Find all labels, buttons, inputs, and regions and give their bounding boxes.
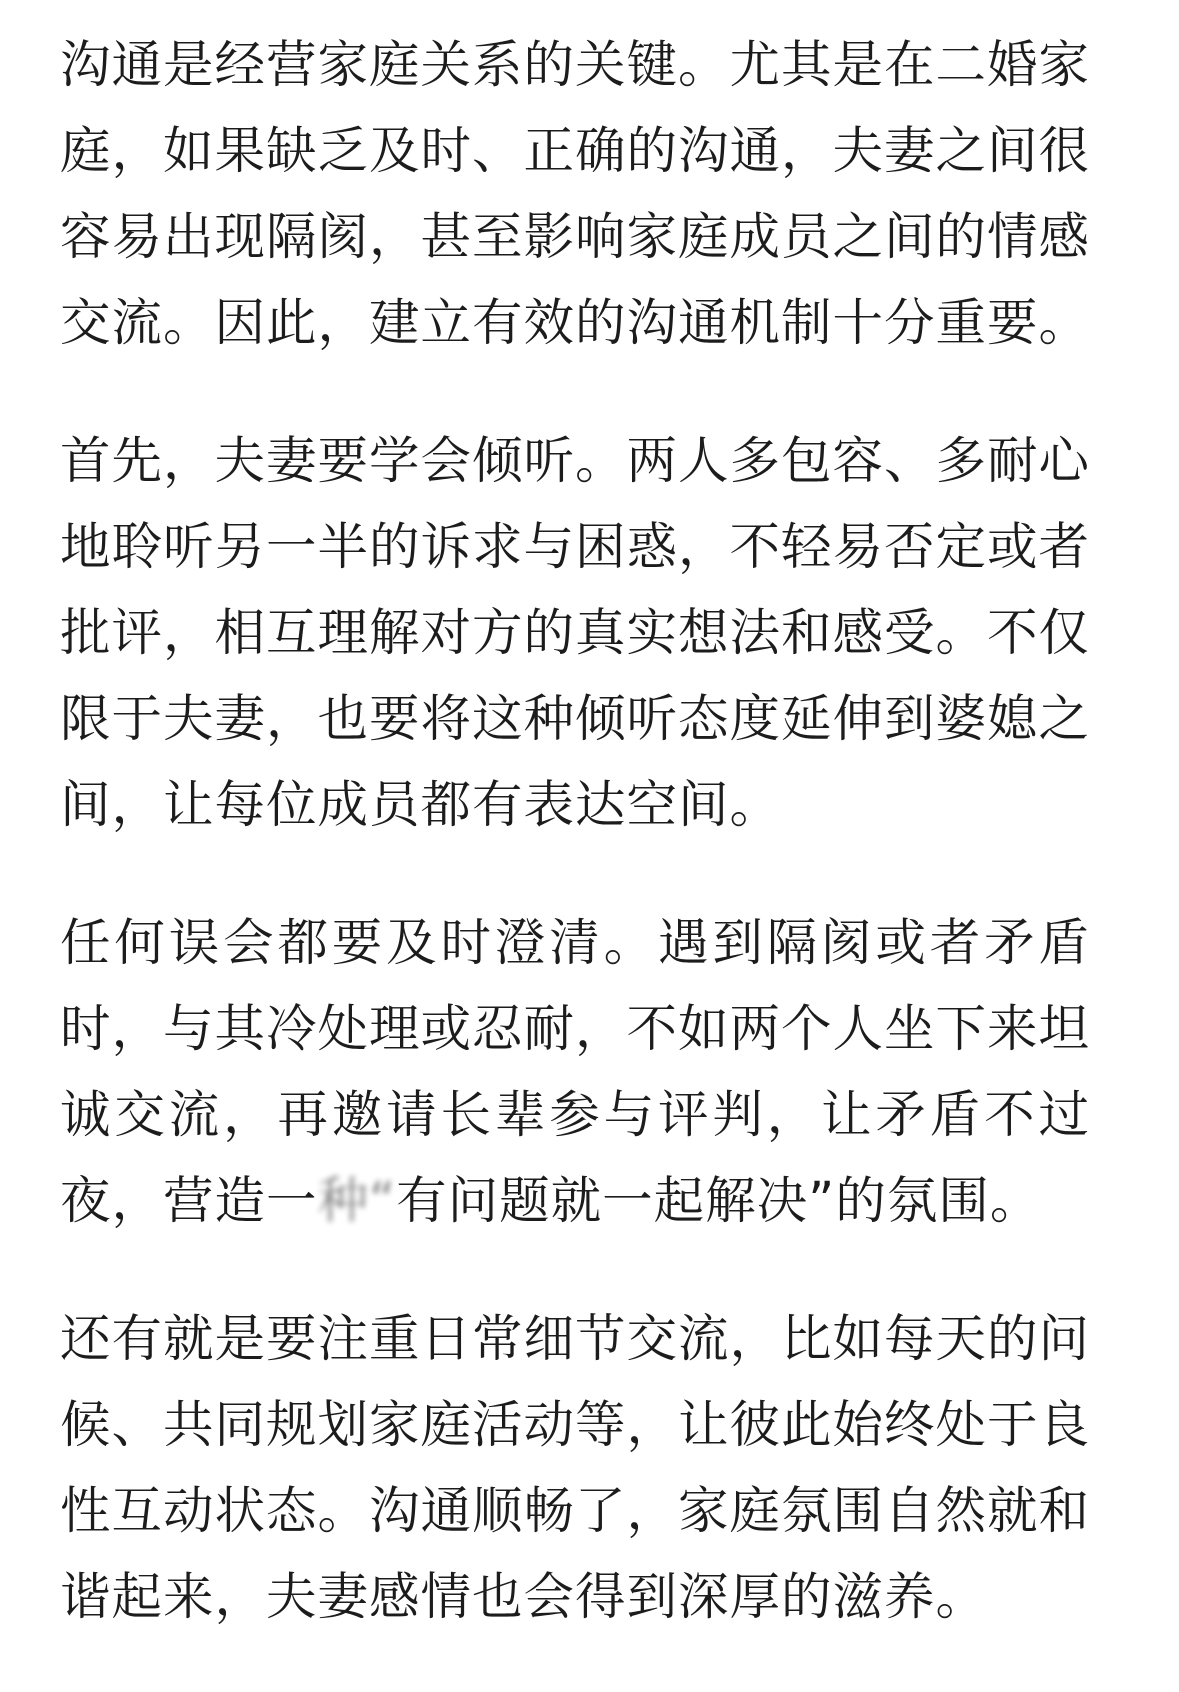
paragraph-3 [60,900,1090,1244]
paragraph-3-text-start: 任何误会都要及时澄清。遇到隔阂或者矛盾时，与其冷处理或忍耐，不如两个人坐下来坦诚交流，再邀请长辈参与评判，让矛盾不过夜，营造一 [60,913,1090,1230]
paragraph-3-text-end: 有问题就一起解决”的氛围。 [396,1171,1042,1230]
paragraph-1: 沟通是经营家庭关系的关键。尤其是在二婚家庭，如果缺乏及时、正确的沟通，夫妻之间很容易出现隔阂，甚至影响家庭成员之间的情感交流。因此，建立有效的沟通机制十分重要。 [60,35,1090,352]
blurred-text: 种“ [317,1171,397,1230]
article-body [60,22,1090,1692]
paragraph-4: 还有就是要注重日常细节交流，比如每天的问候、共同规划家庭活动等，让彼此始终处于良性互动状态。沟通顺畅了，家庭氛围自然就和谐起来，夫妻感情也会得到深厚的滋养。 [60,1309,1090,1626]
paragraph-2: 首先，夫妻要学会倾听。两人多包容、多耐心地聆听另一半的诉求与困惑，不轻易否定或者批评，相互理解对方的真实想法和感受。不仅限于夫妻，也要将这种倾听态度延伸到婆媳之间，让每位成员都有表达空间。 [60,431,1090,834]
